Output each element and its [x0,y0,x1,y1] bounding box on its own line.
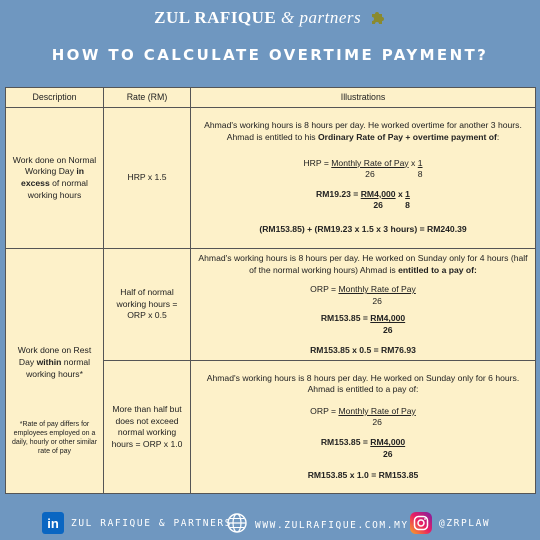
row2-desc-bold: within [36,356,62,367]
linkedin-icon[interactable]: in [42,512,64,534]
fraction-num: RM4,000 [370,313,406,324]
row2a-result: RM153.85 x 0.5 = RM76.93 [310,344,416,355]
formula-lhs: ORP = [310,405,339,416]
row2a-para-bold: entitled to a pay of: [398,264,477,275]
brand-suffix: & partners [281,8,362,27]
fraction-den: 26 [373,200,383,211]
instagram-icon[interactable] [410,512,432,534]
fraction [361,189,396,212]
formula-lhs: ORP = [310,284,339,295]
row2b-formula-orp [195,406,531,429]
row1-description [6,108,104,249]
row2a-rate: Half of normal working hours = ORP x 0.5 [104,248,191,361]
fraction-num: 1 [405,188,410,199]
fraction-den: 26 [372,295,382,306]
formula-lhs: HRP = [303,157,332,168]
fraction [370,437,405,460]
row1-rate: HRP x 1.5 [104,108,191,249]
instagram-link[interactable] [410,512,490,534]
table-header-row [6,88,536,108]
formula-lhs: RM153.85 = [320,436,371,447]
puzzle-icon [370,9,386,30]
multiply-sign: x [397,188,403,199]
website-label[interactable]: WWW.ZULRAFIQUE.COM.MY [255,520,409,531]
fraction [405,189,410,212]
multiply-sign: x [411,157,416,168]
fraction-num: Monthly Rate of Pay [338,405,416,416]
header-illustrations: Illustrations [191,88,536,108]
fraction-num: RM4,000 [360,188,396,199]
website-link[interactable] [226,512,409,539]
fraction [338,284,415,307]
row1-result: (RM153.85) + (RM19.23 x 1.5 x 3 hours) = RM240.39 [259,223,467,234]
header-rate: Rate (RM) [104,88,191,108]
fraction-num: Monthly Rate of Pay [338,284,416,295]
fraction [418,158,423,181]
row2a-formula-value [195,313,531,336]
fraction [331,158,408,181]
brand-name: ZUL RAFIQUE [154,8,277,27]
overtime-table [5,87,536,494]
page-title: HOW TO CALCULATE OVERTIME PAYMENT? [51,46,489,64]
fraction [370,313,405,336]
fraction-den: 8 [417,169,423,180]
row1-para-end: : [496,131,500,142]
fraction [338,406,415,429]
footer [0,506,540,540]
row1-formula-hrp [195,158,531,181]
formula-lhs: RM19.23 = [316,188,361,199]
row2b-rate: More than half but does not exceed normal working hours = ORP x 1.0 [104,361,191,494]
fraction-num: RM4,000 [370,436,406,447]
fraction-den: 8 [405,200,410,211]
instagram-label[interactable]: @ZRPLAW [439,517,491,529]
footnote: *Rate of pay differs for employees employed on a daily, hourly or other similar rate of pay [11,421,98,456]
row2a-illustration [191,248,536,361]
header-description: Description [6,88,104,108]
row2a-para-text: Ahmad's working hours is 8 hours per day. He worked on Sunday only for 4 hours (half of the normal working hours) Ahmad is [198,252,528,275]
globe-icon[interactable] [226,512,248,539]
row2a-paragraph [195,253,531,276]
fraction-den: 26 [372,417,382,428]
fraction-den: 26 [382,448,393,459]
fraction-den: 26 [365,169,375,180]
row1-desc-text: Work done on Normal Working Day [12,154,97,177]
table-row [6,248,536,361]
row2b-paragraph: Ahmad's working hours is 8 hours per day. He worked on Sunday only for 6 hours. Ahmad is entitled to a pay of: [206,372,520,395]
row1-paragraph [195,120,531,143]
row2b-illustration [191,361,536,494]
row2-desc-text: Work done on Rest Day [17,345,92,367]
row2-desc-text-end: normal working hours* [26,356,91,379]
row1-formula-value [195,189,531,212]
row2b-result: RM153.85 x 1.0 = RM153.85 [307,470,419,481]
fraction-num: 1 [417,157,423,168]
table-row [6,108,536,249]
row2a-formula-orp [195,284,531,307]
row1-para-bold: Ordinary Rate of Pay + overtime payment of [318,131,497,142]
header [0,0,540,82]
row1-para-text: Ahmad's working hours is 8 hours per day. He worked overtime for another 3 hours. Ahmad is entitled to his [204,120,522,142]
row2-description [6,248,104,493]
formula-lhs: RM153.85 = [320,313,371,324]
fraction-num: Monthly Rate of Pay [331,157,409,168]
linkedin-label[interactable]: ZUL RAFIQUE & PARTNERS [71,517,233,529]
row1-desc-text-end: of normal working hours [27,177,88,200]
row1-illustration [191,108,536,249]
fraction-den: 26 [382,324,393,335]
row2b-formula-value [195,437,531,460]
row2-desc [10,345,99,380]
row1-desc-bold: in excess [21,166,85,188]
linkedin-link[interactable] [42,512,232,534]
brand-logo [0,8,540,30]
